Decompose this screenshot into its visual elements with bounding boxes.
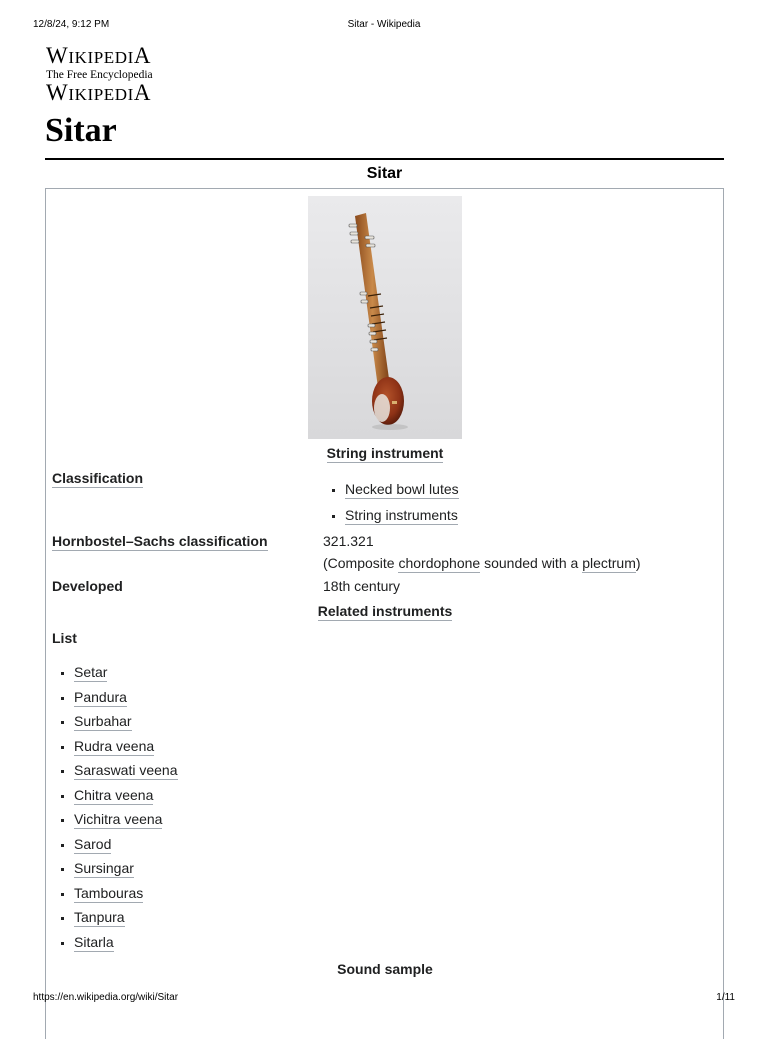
list-item xyxy=(74,738,178,763)
title-divider xyxy=(45,158,724,160)
developed-label: Developed xyxy=(52,578,123,594)
chitra-veena-link[interactable]: Chitra veena xyxy=(74,786,154,803)
classification-label[interactable] xyxy=(52,470,143,486)
print-title: Sitar - Wikipedia xyxy=(347,19,421,30)
infobox xyxy=(45,188,724,1039)
infobox-caption: Sitar xyxy=(366,165,403,182)
list-item xyxy=(74,934,178,959)
hornbostel-label[interactable] xyxy=(52,533,268,549)
list-item xyxy=(74,811,178,836)
print-date: 12/8/24, 9:12 PM xyxy=(33,19,110,30)
desc-text: sounded with a xyxy=(480,555,583,571)
tambouras-link[interactable]: Tambouras xyxy=(74,884,144,901)
necked-bowl-lutes-link[interactable]: Necked bowl lutes xyxy=(345,481,459,497)
list-item xyxy=(74,689,178,714)
hornbostel-sachs-link[interactable]: Hornbostel–Sachs classification xyxy=(52,533,268,549)
vichitra-veena-link[interactable]: Vichitra veena xyxy=(74,811,163,827)
logo-tagline: The Free Encyclopedia xyxy=(46,69,153,81)
rudra-veena-link[interactable]: Rudra veena xyxy=(74,737,155,754)
surbahar-link[interactable]: Surbahar xyxy=(74,713,132,729)
list-item xyxy=(74,909,178,934)
pandura-link[interactable]: Pandura xyxy=(74,688,127,705)
developed-value: 18th century xyxy=(323,578,401,594)
sitar-photo-icon[interactable] xyxy=(308,196,462,439)
desc-text: (Composite xyxy=(323,555,399,571)
string-instruments-link[interactable]: String instruments xyxy=(345,507,458,523)
logo-wordmark-bottom: WIKIPEDIA xyxy=(46,80,152,105)
print-page-number: 1/11 xyxy=(716,992,735,1003)
sitarla-link[interactable]: Sitarla xyxy=(74,933,114,950)
sursingar-link[interactable]: Sursingar xyxy=(74,860,134,876)
classification-link[interactable]: Classification xyxy=(52,470,144,486)
sound-sample-header: Sound sample xyxy=(337,961,433,977)
list-item xyxy=(74,885,178,910)
print-url: https://en.wikipedia.org/wiki/Sitar xyxy=(33,992,179,1003)
list-item xyxy=(345,481,459,507)
list-item xyxy=(74,787,178,812)
classification-list xyxy=(345,481,459,533)
list-item xyxy=(74,762,178,787)
wikipedia-logo[interactable] xyxy=(46,44,153,107)
string-instrument-link[interactable]: String instrument xyxy=(326,445,444,461)
hornbostel-description xyxy=(323,555,641,571)
list-item xyxy=(74,860,178,885)
hornbostel-code: 321.321 xyxy=(323,533,374,549)
tanpura-link[interactable]: Tanpura xyxy=(74,909,125,925)
sarod-link[interactable]: Sarod xyxy=(74,835,112,852)
plectrum-link[interactable]: plectrum xyxy=(582,555,636,571)
chordophone-link[interactable]: chordophone xyxy=(398,555,481,571)
list-item xyxy=(74,836,178,861)
related-instruments-header[interactable] xyxy=(308,603,462,619)
setar-link[interactable]: Setar xyxy=(74,664,108,680)
print-header xyxy=(0,0,768,40)
page-title: Sitar xyxy=(45,112,117,149)
related-instruments-list xyxy=(74,664,178,958)
desc-text: ) xyxy=(635,555,641,571)
instrument-category[interactable] xyxy=(308,445,462,461)
list-item xyxy=(345,507,459,533)
logo-wordmark-top: WIKIPEDIA xyxy=(46,43,152,68)
list-label: List xyxy=(52,630,77,646)
saraswati-veena-link[interactable]: Saraswati veena xyxy=(74,762,178,778)
list-item xyxy=(74,713,178,738)
list-item xyxy=(74,664,178,689)
related-instruments-link[interactable]: Related instruments xyxy=(317,603,453,619)
